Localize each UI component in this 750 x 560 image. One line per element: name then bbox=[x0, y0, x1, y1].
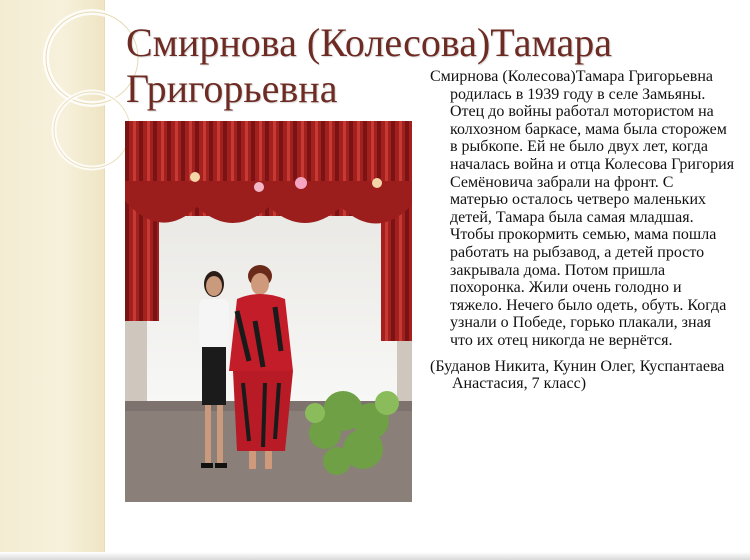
credits-paragraph: (Буданов Никита, Кунин Олег, Куспантаева Анастасия, 7 класс) bbox=[430, 357, 725, 393]
photo bbox=[125, 121, 412, 502]
bottom-divider bbox=[0, 552, 750, 560]
title-line-1: Смирнова (Колесова)Тамара bbox=[126, 20, 613, 65]
biography-paragraph: Смирнова (Колесова)Тамара Григорьевна родилась в 1939 году в селе Замьяны. Отец до войны работал мотористом на колхозном баркасе, мама была сторожем в рыбкопе. Ей не было двух лет, когда началась война и отца Колесова Григория Семёновича забрали на фронт. С матерью осталось четверо маленьких детей, Тамара была самая младшая. Чтобы прокормить семью, мама пошла работать на рыбзавод, а детей просто закрывала дома. Потом пришла похоронка. Жили очень голодно и тяжело. Нечего было одеть, обуть. Когда узнали о Победе, горько плакали, зная что их отец никогда не вернётся. bbox=[430, 68, 735, 349]
decorative-circles-icon bbox=[0, 0, 140, 220]
title-line-2: Григорьевна bbox=[126, 66, 338, 111]
body-text bbox=[430, 68, 735, 393]
photo-illustration-icon bbox=[125, 121, 412, 502]
